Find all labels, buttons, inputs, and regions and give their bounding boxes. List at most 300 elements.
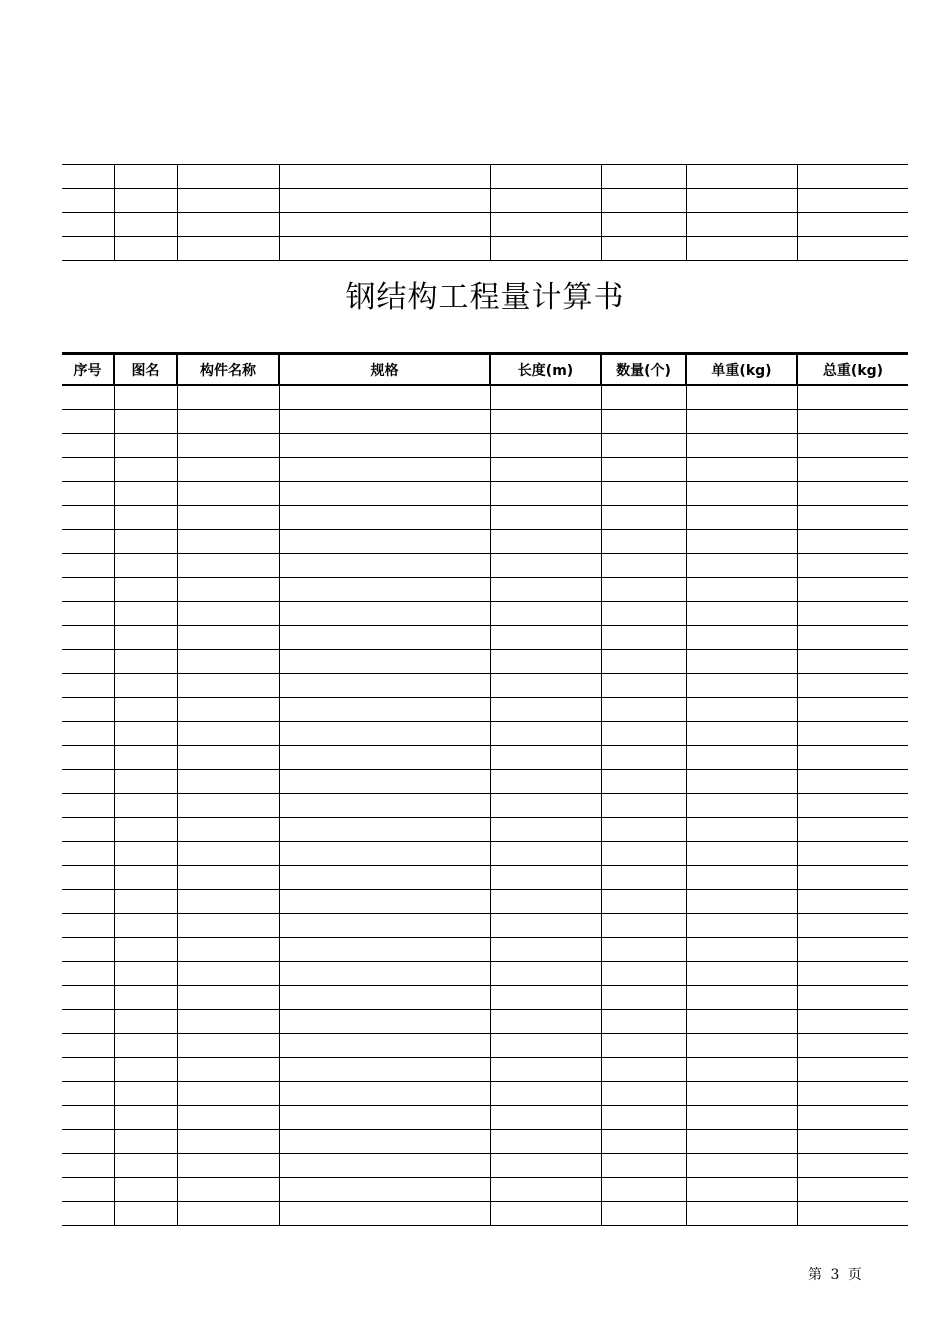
table-cell	[177, 986, 279, 1010]
table-row	[62, 1154, 908, 1178]
table-row	[62, 1058, 908, 1082]
table-cell	[601, 770, 686, 794]
table-cell	[601, 1154, 686, 1178]
table-cell	[686, 1082, 797, 1106]
table-cell	[114, 1034, 177, 1058]
table-cell	[797, 602, 908, 626]
table-cell	[490, 794, 601, 818]
table-cell	[279, 794, 490, 818]
table-cell	[177, 1202, 279, 1226]
table-cell	[601, 746, 686, 770]
table-cell	[797, 746, 908, 770]
table-cell	[279, 434, 490, 458]
table-cell	[686, 1010, 797, 1034]
table-cell	[279, 554, 490, 578]
table-cell	[686, 189, 797, 213]
table-row	[62, 482, 908, 506]
table-cell	[601, 165, 686, 189]
table-cell	[686, 914, 797, 938]
table-cell	[177, 1058, 279, 1082]
table-cell	[177, 962, 279, 986]
table-cell	[62, 506, 114, 530]
table-cell	[797, 458, 908, 482]
table-cell	[797, 890, 908, 914]
table-row	[62, 1010, 908, 1034]
table-cell	[177, 674, 279, 698]
table-row	[62, 962, 908, 986]
table-cell	[62, 1202, 114, 1226]
table-row	[62, 890, 908, 914]
table-cell	[686, 410, 797, 434]
table-cell	[177, 698, 279, 722]
table-cell	[177, 722, 279, 746]
header-quantity: 数量(个)	[601, 354, 686, 386]
table-cell	[62, 698, 114, 722]
table-cell	[686, 674, 797, 698]
table-cell	[62, 674, 114, 698]
table-cell	[490, 189, 601, 213]
table-row	[62, 1034, 908, 1058]
table-header-row	[62, 354, 908, 386]
table-cell	[797, 530, 908, 554]
table-cell	[490, 410, 601, 434]
table-cell	[279, 818, 490, 842]
previous-page-table	[62, 164, 908, 261]
table-row	[62, 818, 908, 842]
table-cell	[686, 578, 797, 602]
table-cell	[177, 866, 279, 890]
table-cell	[686, 602, 797, 626]
table-cell	[177, 434, 279, 458]
table-cell	[797, 818, 908, 842]
table-cell	[601, 938, 686, 962]
table-cell	[490, 482, 601, 506]
table-row	[62, 434, 908, 458]
table-cell	[62, 434, 114, 458]
table-cell	[686, 626, 797, 650]
table-cell	[177, 938, 279, 962]
table-row	[62, 506, 908, 530]
table-cell	[177, 818, 279, 842]
table-cell	[177, 1082, 279, 1106]
table-cell	[601, 914, 686, 938]
table-row	[62, 650, 908, 674]
table-cell	[62, 1106, 114, 1130]
table-cell	[279, 1154, 490, 1178]
table-cell	[114, 962, 177, 986]
table-cell	[686, 1106, 797, 1130]
table-cell	[797, 189, 908, 213]
table-cell	[797, 506, 908, 530]
table-row	[62, 1178, 908, 1202]
table-row	[62, 410, 908, 434]
header-component-name: 构件名称	[177, 354, 279, 386]
table-cell	[490, 962, 601, 986]
table-cell	[601, 506, 686, 530]
table-cell	[686, 890, 797, 914]
table-cell	[601, 1130, 686, 1154]
table-cell	[62, 938, 114, 962]
table-cell	[686, 818, 797, 842]
table-cell	[601, 794, 686, 818]
table-cell	[490, 385, 601, 410]
table-cell	[177, 1130, 279, 1154]
table-cell	[279, 890, 490, 914]
table-cell	[490, 213, 601, 237]
table-cell	[114, 213, 177, 237]
table-cell	[490, 578, 601, 602]
table-row	[62, 1130, 908, 1154]
table-cell	[686, 213, 797, 237]
table-cell	[62, 602, 114, 626]
table-cell	[490, 554, 601, 578]
table-cell	[797, 554, 908, 578]
table-cell	[177, 890, 279, 914]
table-cell	[686, 1058, 797, 1082]
table-cell	[62, 986, 114, 1010]
table-cell	[114, 506, 177, 530]
table-cell	[686, 237, 797, 261]
table-cell	[279, 866, 490, 890]
table-cell	[177, 1178, 279, 1202]
table-cell	[279, 578, 490, 602]
table-cell	[114, 1178, 177, 1202]
table-cell	[177, 213, 279, 237]
table-cell	[62, 385, 114, 410]
table-cell	[797, 698, 908, 722]
table-cell	[62, 890, 114, 914]
table-cell	[797, 213, 908, 237]
table-cell	[114, 866, 177, 890]
table-cell	[62, 578, 114, 602]
table-cell	[601, 1106, 686, 1130]
table-cell	[601, 1034, 686, 1058]
table-cell	[490, 602, 601, 626]
table-cell	[797, 770, 908, 794]
table-cell	[279, 506, 490, 530]
table-cell	[601, 818, 686, 842]
table-cell	[686, 1154, 797, 1178]
table-row	[62, 385, 908, 410]
table-cell	[114, 698, 177, 722]
table-cell	[177, 626, 279, 650]
table-cell	[797, 237, 908, 261]
table-cell	[62, 650, 114, 674]
table-row	[62, 770, 908, 794]
table-cell	[279, 410, 490, 434]
table-cell	[177, 410, 279, 434]
table-cell	[601, 434, 686, 458]
table-cell	[279, 986, 490, 1010]
table-cell	[686, 458, 797, 482]
table-row	[62, 914, 908, 938]
table-cell	[797, 938, 908, 962]
table-cell	[177, 578, 279, 602]
table-cell	[797, 482, 908, 506]
table-row	[62, 674, 908, 698]
table-row	[62, 213, 908, 237]
table-cell	[601, 674, 686, 698]
table-cell	[114, 602, 177, 626]
table-row	[62, 698, 908, 722]
table-cell	[279, 698, 490, 722]
table-row	[62, 1202, 908, 1226]
table-cell	[601, 385, 686, 410]
table-cell	[177, 602, 279, 626]
table-cell	[114, 1106, 177, 1130]
table-cell	[114, 1010, 177, 1034]
table-cell	[114, 434, 177, 458]
table-cell	[114, 770, 177, 794]
table-cell	[490, 890, 601, 914]
table-cell	[62, 530, 114, 554]
table-cell	[601, 1058, 686, 1082]
table-cell	[490, 626, 601, 650]
table-cell	[279, 1130, 490, 1154]
table-cell	[601, 482, 686, 506]
table-cell	[686, 506, 797, 530]
table-cell	[490, 914, 601, 938]
table-cell	[177, 237, 279, 261]
table-cell	[601, 602, 686, 626]
table-cell	[490, 746, 601, 770]
table-row	[62, 722, 908, 746]
table-cell	[62, 962, 114, 986]
table-cell	[62, 842, 114, 866]
table-cell	[797, 914, 908, 938]
table-cell	[797, 1130, 908, 1154]
table-cell	[114, 746, 177, 770]
table-cell	[797, 1058, 908, 1082]
table-cell	[62, 458, 114, 482]
table-cell	[601, 626, 686, 650]
table-cell	[490, 722, 601, 746]
table-cell	[601, 410, 686, 434]
page-title: 钢结构工程量计算书	[345, 280, 625, 315]
table-cell	[279, 237, 490, 261]
table-cell	[601, 986, 686, 1010]
table-cell	[114, 674, 177, 698]
table-cell	[177, 530, 279, 554]
table-cell	[797, 842, 908, 866]
table-cell	[490, 237, 601, 261]
table-cell	[62, 1082, 114, 1106]
table-cell	[177, 189, 279, 213]
table-cell	[279, 962, 490, 986]
table-cell	[114, 578, 177, 602]
table-cell	[62, 1058, 114, 1082]
table-cell	[797, 866, 908, 890]
table-cell	[177, 842, 279, 866]
table-cell	[601, 458, 686, 482]
table-cell	[490, 698, 601, 722]
table-cell	[177, 385, 279, 410]
table-row	[62, 1106, 908, 1130]
table-cell	[114, 165, 177, 189]
table-cell	[601, 189, 686, 213]
table-cell	[686, 650, 797, 674]
table-cell	[279, 165, 490, 189]
table-cell	[601, 698, 686, 722]
table-cell	[177, 165, 279, 189]
table-cell	[114, 458, 177, 482]
table-cell	[62, 746, 114, 770]
table-cell	[114, 938, 177, 962]
table-cell	[601, 1082, 686, 1106]
table-cell	[686, 986, 797, 1010]
table-cell	[797, 674, 908, 698]
table-cell	[279, 1058, 490, 1082]
table-row	[62, 165, 908, 189]
table-cell	[279, 914, 490, 938]
table-cell	[797, 626, 908, 650]
table-cell	[177, 794, 279, 818]
table-cell	[177, 746, 279, 770]
table-cell	[62, 818, 114, 842]
table-cell	[601, 530, 686, 554]
table-cell	[177, 1154, 279, 1178]
table-cell	[797, 1202, 908, 1226]
table-cell	[797, 1178, 908, 1202]
table-cell	[490, 506, 601, 530]
table-cell	[279, 1082, 490, 1106]
table-cell	[490, 1154, 601, 1178]
table-row	[62, 1082, 908, 1106]
table-row	[62, 237, 908, 261]
table-cell	[62, 410, 114, 434]
table-cell	[114, 1202, 177, 1226]
header-drawing-name: 图名	[114, 354, 177, 386]
table-cell	[490, 770, 601, 794]
table-cell	[797, 578, 908, 602]
table-row	[62, 554, 908, 578]
table-cell	[114, 189, 177, 213]
table-cell	[797, 1010, 908, 1034]
table-cell	[279, 650, 490, 674]
table-cell	[601, 866, 686, 890]
table-cell	[490, 1082, 601, 1106]
table-cell	[114, 722, 177, 746]
table-cell	[686, 434, 797, 458]
table-cell	[114, 626, 177, 650]
table-cell	[114, 1082, 177, 1106]
table-row	[62, 458, 908, 482]
table-cell	[686, 962, 797, 986]
table-cell	[797, 1034, 908, 1058]
table-cell	[490, 458, 601, 482]
table-cell	[279, 842, 490, 866]
table-cell	[797, 434, 908, 458]
table-row	[62, 842, 908, 866]
table-cell	[601, 578, 686, 602]
table-cell	[490, 1058, 601, 1082]
table-cell	[279, 1010, 490, 1034]
table-cell	[62, 1178, 114, 1202]
table-cell	[686, 1130, 797, 1154]
table-cell	[279, 213, 490, 237]
table-cell	[279, 770, 490, 794]
table-cell	[62, 1130, 114, 1154]
table-cell	[279, 1034, 490, 1058]
table-cell	[686, 530, 797, 554]
table-cell	[490, 986, 601, 1010]
table-row	[62, 746, 908, 770]
table-cell	[279, 938, 490, 962]
table-cell	[601, 650, 686, 674]
table-cell	[797, 165, 908, 189]
table-cell	[686, 554, 797, 578]
table-row	[62, 189, 908, 213]
table-cell	[797, 794, 908, 818]
table-cell	[797, 650, 908, 674]
table-cell	[114, 237, 177, 261]
header-total-weight: 总重(kg)	[797, 354, 908, 386]
table-cell	[686, 1034, 797, 1058]
table-cell	[490, 1202, 601, 1226]
table-row	[62, 530, 908, 554]
table-cell	[177, 482, 279, 506]
table-cell	[601, 1178, 686, 1202]
table-cell	[686, 746, 797, 770]
table-cell	[686, 794, 797, 818]
table-cell	[686, 842, 797, 866]
table-cell	[62, 1034, 114, 1058]
table-cell	[62, 1154, 114, 1178]
table-cell	[279, 1178, 490, 1202]
table-cell	[601, 722, 686, 746]
table-cell	[114, 554, 177, 578]
table-cell	[114, 410, 177, 434]
table-row	[62, 626, 908, 650]
table-cell	[490, 938, 601, 962]
table-cell	[279, 626, 490, 650]
table-cell	[279, 746, 490, 770]
table-cell	[279, 1106, 490, 1130]
table-cell	[114, 890, 177, 914]
table-cell	[279, 602, 490, 626]
table-cell	[490, 1130, 601, 1154]
table-cell	[601, 890, 686, 914]
table-row	[62, 866, 908, 890]
table-cell	[490, 674, 601, 698]
table-cell	[797, 722, 908, 746]
table-cell	[177, 1034, 279, 1058]
table-cell	[62, 770, 114, 794]
table-row	[62, 578, 908, 602]
table-cell	[279, 458, 490, 482]
table-cell	[686, 165, 797, 189]
table-cell	[62, 189, 114, 213]
table-cell	[797, 1154, 908, 1178]
table-cell	[797, 1106, 908, 1130]
table-cell	[797, 962, 908, 986]
header-unit-weight: 单重(kg)	[686, 354, 797, 386]
table-cell	[279, 674, 490, 698]
table-cell	[686, 722, 797, 746]
table-cell	[114, 1130, 177, 1154]
table-cell	[114, 818, 177, 842]
table-cell	[279, 1202, 490, 1226]
table-cell	[114, 986, 177, 1010]
table-cell	[62, 165, 114, 189]
quantity-table	[62, 352, 908, 1226]
table-cell	[279, 482, 490, 506]
table-cell	[114, 794, 177, 818]
table-cell	[114, 385, 177, 410]
table-cell	[490, 1106, 601, 1130]
table-cell	[114, 914, 177, 938]
table-cell	[177, 506, 279, 530]
